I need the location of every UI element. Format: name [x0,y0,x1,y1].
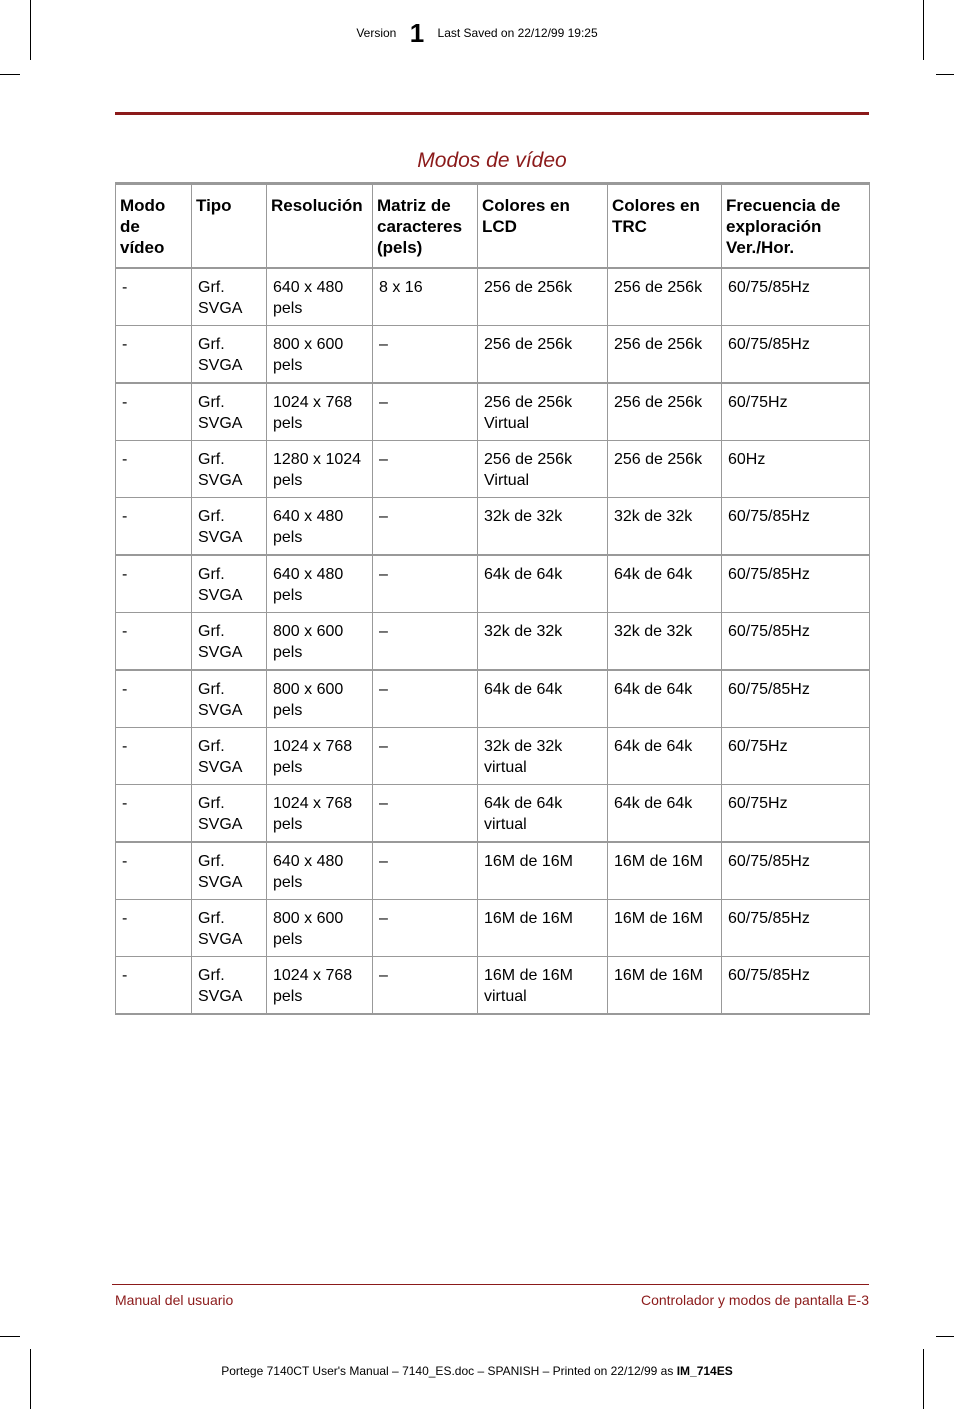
footer-section-page: Controlador y modos de pantalla E-3 [640,1292,869,1308]
mode-cell: - [116,613,192,671]
table-body [116,268,870,1014]
cell-line: 256 de 256k [484,394,573,411]
frequency-cell: 60/75/85Hz [722,268,870,326]
cell-line: Resolución [271,196,363,215]
char-matrix-cell: – [373,555,478,613]
cell-line: pels [273,759,303,776]
footer-manual-title: Manual del usuario [115,1292,234,1308]
cell-line: SVGA [198,816,243,833]
type-cell [192,728,267,785]
table-title: Modos de vídeo [417,149,567,172]
cell-line: SVGA [198,587,243,604]
frequency-cell: 60/75/85Hz [722,613,870,671]
lcd-colors-cell [478,383,608,441]
cell-line: Ver./Hor. [726,238,795,257]
crt-colors-cell: 256 de 256k [608,268,722,326]
table-row [116,555,870,613]
lcd-colors-cell [478,555,608,613]
mode-cell: - [116,268,192,326]
resolution-cell [267,900,373,957]
cell-line: LCD [482,217,517,236]
cell-line: 64k de 64k [484,795,563,812]
char-matrix-cell: – [373,498,478,556]
cell-line: de [120,217,140,236]
resolution-cell [267,268,373,326]
cell-line: SVGA [198,702,243,719]
last-saved: Last Saved on 22/12/99 19:25 [437,26,598,40]
cell-line: virtual [484,988,527,1005]
crop-mark [0,74,20,75]
cell-line: 16M de 16M [484,853,573,870]
header-row [116,184,870,269]
footer-rule [112,1284,869,1285]
mode-cell: - [116,728,192,785]
cell-line: virtual [484,759,527,776]
lcd-colors-cell [478,441,608,498]
table-row [116,728,870,785]
table-row [116,670,870,728]
version-header [0,18,954,49]
cell-line: exploración [726,217,822,236]
resolution-cell [267,957,373,1015]
header-type [192,184,267,269]
lcd-colors-cell [478,842,608,900]
cell-line: 32k de 32k [484,623,563,640]
resolution-cell [267,785,373,843]
lcd-colors-cell [478,326,608,384]
cell-line: caracteres [377,217,463,236]
type-cell [192,441,267,498]
resolution-cell [267,383,373,441]
cell-line: pels [273,415,303,432]
crt-colors-cell: 64k de 64k [608,728,722,785]
frequency-cell: 60/75/85Hz [722,670,870,728]
cell-line: 640 x 480 [273,566,344,583]
cell-line: pels [273,702,303,719]
char-matrix-cell: – [373,842,478,900]
crt-colors-cell: 32k de 32k [608,613,722,671]
cell-line: 16M de 16M [484,910,573,927]
cell-line: pels [273,931,303,948]
cell-line: pels [273,587,303,604]
frequency-cell: 60Hz [722,441,870,498]
cell-line: Virtual [484,415,530,432]
crt-colors-cell: 32k de 32k [608,498,722,556]
char-matrix-cell: – [373,728,478,785]
mode-cell: - [116,785,192,843]
lcd-colors-cell [478,498,608,556]
cell-line: pels [273,300,303,317]
cell-line: 640 x 480 [273,508,344,525]
cell-line: (pels) [377,238,423,257]
mode-cell: - [116,383,192,441]
table-row [116,498,870,556]
cell-line: Colores en [612,196,700,215]
char-matrix-cell: – [373,785,478,843]
frequency-cell: 60/75/85Hz [722,555,870,613]
frequency-cell: 60/75Hz [722,383,870,441]
char-matrix-cell: – [373,613,478,671]
cell-line: SVGA [198,931,243,948]
crt-colors-cell: 64k de 64k [608,670,722,728]
header-resolution [267,184,373,269]
lcd-colors-cell [478,785,608,843]
header-rule [115,112,869,115]
cell-line: Modo [120,196,166,215]
cell-line: 256 de 256k [484,451,573,468]
cell-line: 16M de 16M [484,967,573,984]
table-row [116,785,870,843]
type-cell [192,842,267,900]
type-cell [192,957,267,1015]
crop-mark [936,1336,954,1337]
table-row [116,842,870,900]
cell-line: pels [273,644,303,661]
cell-line: TRC [612,217,647,236]
cell-line: Grf. [198,451,225,468]
header-lcd-colors [478,184,608,269]
frequency-cell: 60/75/85Hz [722,498,870,556]
print-info [0,1364,954,1378]
mode-cell: - [116,900,192,957]
print-info-code: IM_714ES [676,1364,733,1378]
header-mode [116,184,192,269]
table-row [116,957,870,1015]
mode-cell: - [116,441,192,498]
cell-line: SVGA [198,988,243,1005]
char-matrix-cell: – [373,326,478,384]
cell-line: 256 de 256k [484,336,573,353]
char-matrix-cell: – [373,441,478,498]
resolution-cell [267,842,373,900]
version-label: Version [356,26,397,40]
mode-cell: - [116,555,192,613]
resolution-cell [267,555,373,613]
crt-colors-cell: 256 de 256k [608,326,722,384]
table-row [116,441,870,498]
type-cell [192,383,267,441]
char-matrix-cell: – [373,670,478,728]
cell-line: SVGA [198,529,243,546]
cell-line: 800 x 600 [273,910,344,927]
frequency-cell: 60/75/85Hz [722,842,870,900]
cell-line: SVGA [198,874,243,891]
mode-cell: - [116,326,192,384]
crop-mark [923,1349,924,1409]
cell-line: 640 x 480 [273,279,344,296]
cell-line: 640 x 480 [273,853,344,870]
char-matrix-cell: 8 x 16 [373,268,478,326]
header-char-matrix [373,184,478,269]
cell-line: Colores en [482,196,570,215]
cell-line: pels [273,816,303,833]
table-header [116,184,870,269]
type-cell [192,555,267,613]
cell-line: Grf. [198,795,225,812]
cell-line: 32k de 32k [484,738,563,755]
cell-line: 32k de 32k [484,508,563,525]
cell-line: Grf. [198,681,225,698]
cell-line: Grf. [198,566,225,583]
crt-colors-cell: 256 de 256k [608,383,722,441]
cell-line: Tipo [196,196,232,215]
frequency-cell: 60/75Hz [722,785,870,843]
cell-line: pels [273,988,303,1005]
print-info-text: Portege 7140CT User's Manual – 7140_ES.doc – SPANISH – Printed on 22/12/99 as [221,1364,677,1378]
crt-colors-cell: 64k de 64k [608,785,722,843]
frequency-cell: 60/75/85Hz [722,326,870,384]
cell-line: 800 x 600 [273,336,344,353]
type-cell [192,498,267,556]
table-row [116,326,870,384]
lcd-colors-cell [478,670,608,728]
resolution-cell [267,728,373,785]
lcd-colors-cell [478,900,608,957]
cell-line: Grf. [198,738,225,755]
resolution-cell [267,613,373,671]
char-matrix-cell: – [373,957,478,1015]
resolution-cell [267,498,373,556]
cell-line: SVGA [198,644,243,661]
cell-line: 256 de 256k [484,279,573,296]
mode-cell: - [116,498,192,556]
table-row [116,268,870,326]
crt-colors-cell: 16M de 16M [608,900,722,957]
type-cell [192,785,267,843]
cell-line: 800 x 600 [273,681,344,698]
frequency-cell: 60/75/85Hz [722,957,870,1015]
char-matrix-cell: – [373,900,478,957]
crop-mark [0,1336,20,1337]
cell-line: Grf. [198,279,225,296]
char-matrix-cell: – [373,383,478,441]
header-scan-frequency [722,184,870,269]
crt-colors-cell: 256 de 256k [608,441,722,498]
resolution-cell [267,326,373,384]
cell-line: 1280 x 1024 [273,451,362,468]
mode-cell: - [116,670,192,728]
cell-line: vídeo [120,238,165,257]
cell-line: SVGA [198,357,243,374]
cell-line: pels [273,874,303,891]
cell-line: virtual [484,816,527,833]
resolution-cell [267,441,373,498]
cell-line: Grf. [198,910,225,927]
cell-line: Grf. [198,394,225,411]
frequency-cell: 60/75/85Hz [722,900,870,957]
mode-cell: - [116,842,192,900]
type-cell [192,670,267,728]
cell-line: 1024 x 768 [273,738,353,755]
cell-line: SVGA [198,300,243,317]
cell-line: Grf. [198,967,225,984]
table-row [116,383,870,441]
lcd-colors-cell [478,728,608,785]
crt-colors-cell: 64k de 64k [608,555,722,613]
resolution-cell [267,670,373,728]
type-cell [192,326,267,384]
frequency-cell: 60/75Hz [722,728,870,785]
cell-line: Frecuencia de [726,196,841,215]
cell-line: Matriz de [377,196,451,215]
cell-line: 1024 x 768 [273,394,353,411]
cell-line: 64k de 64k [484,566,563,583]
header-crt-colors [608,184,722,269]
video-modes-table [115,182,870,1015]
cell-line: pels [273,529,303,546]
cell-line: pels [273,357,303,374]
type-cell [192,268,267,326]
cell-line: SVGA [198,472,243,489]
crt-colors-cell: 16M de 16M [608,957,722,1015]
crop-mark [30,1349,31,1409]
lcd-colors-cell [478,268,608,326]
type-cell [192,613,267,671]
crt-colors-cell: 16M de 16M [608,842,722,900]
type-cell [192,900,267,957]
cell-line: Grf. [198,853,225,870]
cell-line: Grf. [198,623,225,640]
lcd-colors-cell [478,613,608,671]
version-number: 1 [409,18,425,48]
mode-cell: - [116,957,192,1015]
cell-line: SVGA [198,759,243,776]
cell-line: 800 x 600 [273,623,344,640]
cell-line: SVGA [198,415,243,432]
cell-line: Grf. [198,508,225,525]
table-row [116,900,870,957]
cell-line: 64k de 64k [484,681,563,698]
lcd-colors-cell [478,957,608,1015]
cell-line: pels [273,472,303,489]
cell-line: 1024 x 768 [273,967,353,984]
cell-line: 1024 x 768 [273,795,353,812]
cell-line: Grf. [198,336,225,353]
table-row [116,613,870,671]
cell-line: Virtual [484,472,530,489]
crop-mark [936,74,954,75]
